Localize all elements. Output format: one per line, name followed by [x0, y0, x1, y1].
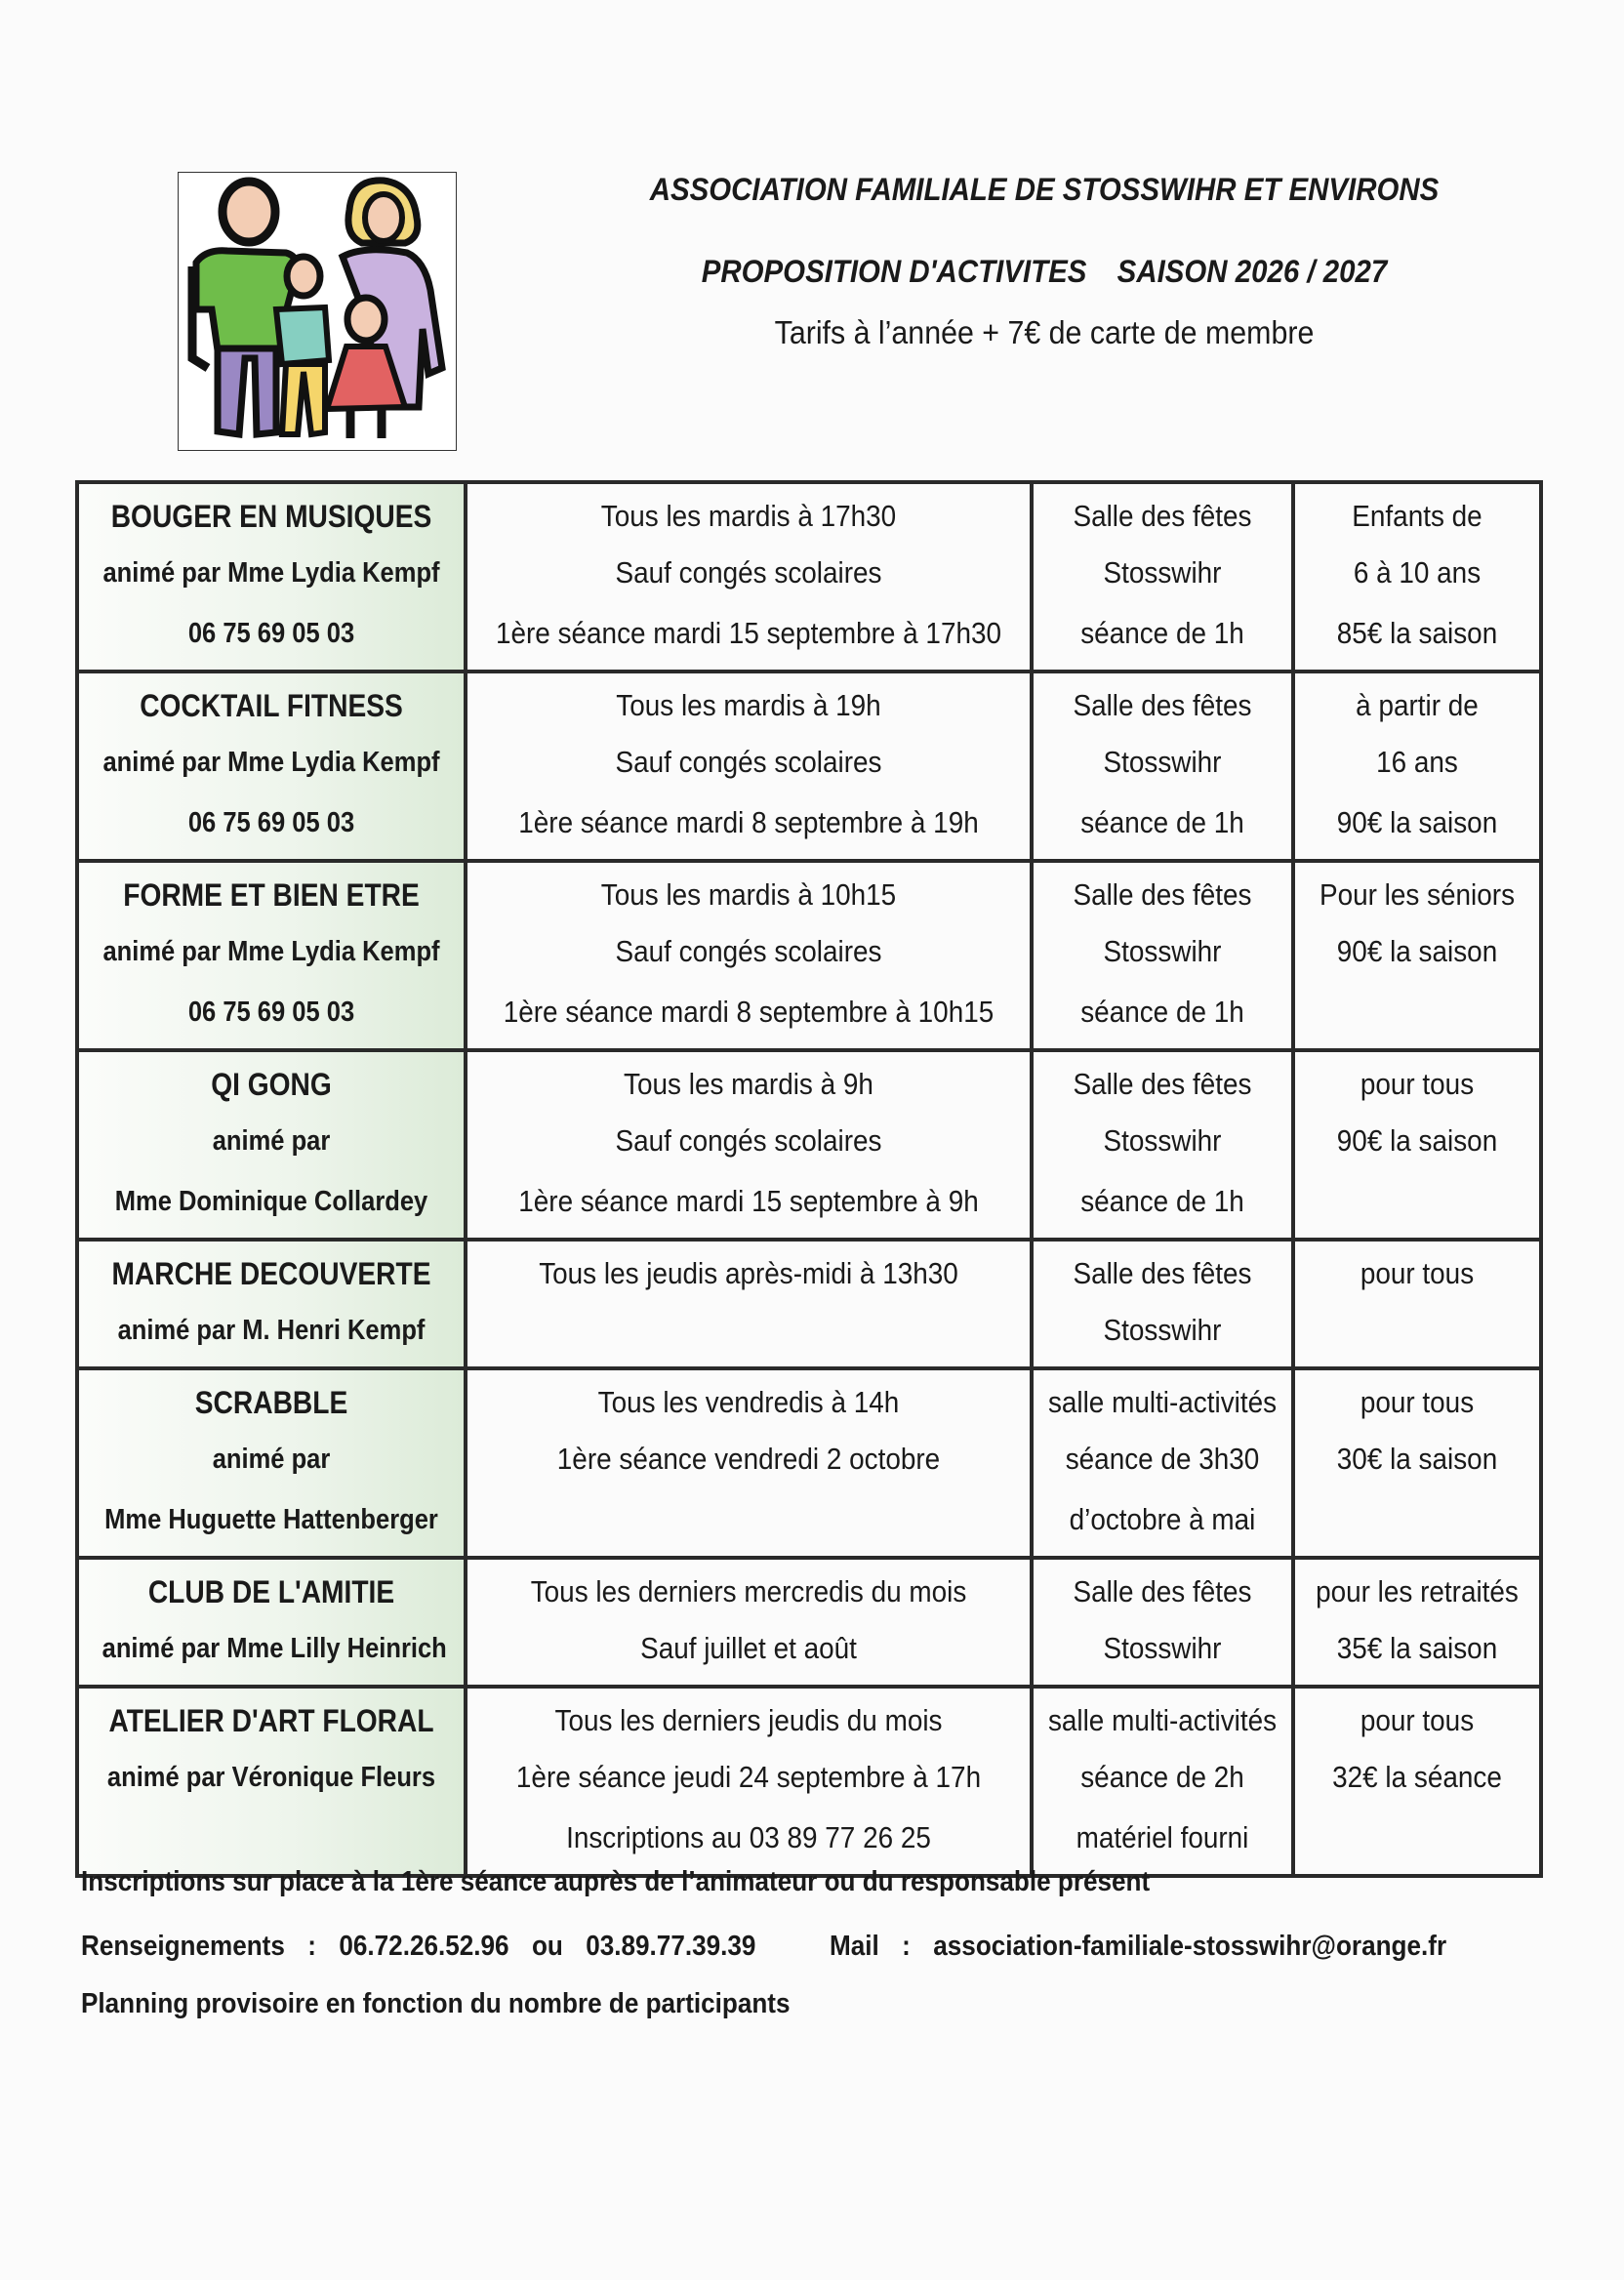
- schedule-cell: [466, 1368, 1032, 1558]
- animator-line: animé par Véronique Fleurs: [106, 1762, 436, 1793]
- phone-number-2: 03.89.77.39.39: [586, 1931, 756, 1962]
- place-line: séance de 1h: [1080, 1184, 1244, 1218]
- place-cell: [1032, 1368, 1293, 1558]
- price-cell: [1293, 1687, 1541, 1876]
- tarifs-subtitle: Tarifs à l’année + 7€ de carte de membre: [774, 314, 1315, 350]
- schedule-line: Tous les jeudis après-midi à 13h30: [539, 1256, 958, 1290]
- schedule-line: Sauf congés scolaires: [615, 555, 882, 590]
- table-row: [77, 672, 1541, 861]
- family-illustration-icon: [179, 173, 456, 450]
- schedule-line: Tous les mardis à 9h: [624, 1067, 873, 1101]
- activity-name: COCKTAIL FITNESS: [140, 688, 403, 723]
- place-line: Stosswihr: [1103, 1631, 1222, 1665]
- inscriptions-note: Inscriptions sur place à la 1ère séance auprès de l’animateur ou du responsable présent: [81, 1866, 1151, 1897]
- place-line: Salle des fêtes: [1073, 877, 1252, 912]
- schedule-cell: [466, 1558, 1032, 1687]
- animator-line: 06 75 69 05 03: [187, 618, 355, 649]
- place-line: séance de 1h: [1080, 805, 1244, 839]
- schedule-line: 1ère séance mardi 15 septembre à 9h: [518, 1184, 979, 1218]
- price-cell: [1293, 482, 1541, 672]
- animator-line: animé par Mme Lydia Kempf: [102, 747, 440, 778]
- schedule-cell: [466, 1050, 1032, 1240]
- price-line: 90€ la saison: [1336, 1123, 1498, 1158]
- schedule-line: Sauf congés scolaires: [615, 745, 882, 779]
- place-line: Salle des fêtes: [1073, 1067, 1252, 1101]
- activities-table: [75, 480, 1543, 1878]
- schedule-line: 1ère séance mardi 8 septembre à 10h15: [503, 995, 995, 1029]
- schedule-line: 1ère séance mardi 8 septembre à 19h: [518, 805, 979, 839]
- schedule-line: 1ère séance vendredi 2 octobre: [556, 1442, 941, 1476]
- renseignements-label: Renseignements: [81, 1931, 285, 1962]
- animator-line: animé par Mme Lydia Kempf: [102, 557, 440, 589]
- schedule-line: Tous les mardis à 17h30: [600, 499, 897, 533]
- animator-line: animé par: [212, 1125, 331, 1157]
- activity-name: SCRABBLE: [194, 1385, 348, 1420]
- animator-line: animé par M. Henri Kempf: [117, 1315, 426, 1346]
- season-label: SAISON 2026 / 2027: [1116, 254, 1388, 289]
- activity-cell: [77, 1558, 466, 1687]
- place-line: Stosswihr: [1103, 555, 1222, 590]
- schedule-cell: [466, 672, 1032, 861]
- place-cell: [1032, 1558, 1293, 1687]
- animator-line: animé par: [212, 1444, 331, 1475]
- colon-separator: :: [307, 1931, 316, 1962]
- place-line: séance de 1h: [1080, 616, 1244, 650]
- schedule-line: Sauf congés scolaires: [615, 934, 882, 968]
- place-line: séance de 2h: [1080, 1760, 1244, 1794]
- table-row: [77, 1240, 1541, 1368]
- phone-number-1: 06.72.26.52.96: [339, 1931, 509, 1962]
- price-cell: [1293, 861, 1541, 1050]
- proposition-title: [550, 254, 1538, 290]
- schedule-line: Tous les mardis à 10h15: [600, 877, 897, 912]
- schedule-cell: [466, 1240, 1032, 1368]
- proposition-label: PROPOSITION D'ACTIVITES: [701, 254, 1087, 289]
- schedule-line: 1ère séance mardi 15 septembre à 17h30: [495, 616, 1002, 650]
- table-row: [77, 1050, 1541, 1240]
- animator-line: Mme Huguette Hattenberger: [104, 1504, 438, 1535]
- price-line: pour les retraités: [1316, 1574, 1519, 1608]
- place-line: Salle des fêtes: [1073, 1256, 1252, 1290]
- schedule-line: 1ère séance jeudi 24 septembre à 17h: [515, 1760, 982, 1794]
- schedule-line: Tous les vendredis à 14h: [597, 1385, 900, 1419]
- price-cell: [1293, 672, 1541, 861]
- association-title: ASSOCIATION FAMILIALE DE STOSSWIHR ET ENVIRONS: [649, 172, 1440, 207]
- mail-address: association-familiale-stosswihr@orange.fr: [933, 1931, 1447, 1962]
- place-cell: [1032, 672, 1293, 861]
- place-cell: [1032, 1687, 1293, 1876]
- place-line: Salle des fêtes: [1073, 499, 1252, 533]
- price-cell: [1293, 1240, 1541, 1368]
- schedule-cell: [466, 1687, 1032, 1876]
- place-cell: [1032, 1240, 1293, 1368]
- activity-name: BOUGER EN MUSIQUES: [110, 499, 432, 534]
- table-row: [77, 1687, 1541, 1876]
- animator-line: 06 75 69 05 03: [187, 997, 355, 1028]
- place-line: Salle des fêtes: [1073, 1574, 1252, 1608]
- place-line: d’octobre à mai: [1069, 1502, 1256, 1536]
- mail-label: Mail: [829, 1931, 879, 1962]
- table-row: [77, 1368, 1541, 1558]
- activity-name: ATELIER D'ART FLORAL: [108, 1703, 434, 1738]
- place-cell: [1032, 861, 1293, 1050]
- schedule-line: Inscriptions au 03 89 77 26 25: [566, 1820, 931, 1854]
- activity-cell: [77, 672, 466, 861]
- price-line: 90€ la saison: [1336, 934, 1498, 968]
- animator-line: 06 75 69 05 03: [187, 807, 355, 838]
- planning-note: Planning provisoire en fonction du nombre de participants: [81, 1988, 791, 2019]
- animator-line: animé par Mme Lydia Kempf: [102, 936, 440, 967]
- price-line: 32€ la séance: [1332, 1760, 1502, 1794]
- price-line: 90€ la saison: [1336, 805, 1498, 839]
- activity-cell: [77, 1240, 466, 1368]
- place-line: Stosswihr: [1103, 934, 1222, 968]
- colon-separator: :: [902, 1931, 911, 1962]
- activity-name: CLUB DE L'AMITIE: [147, 1574, 395, 1609]
- schedule-line: Tous les derniers jeudis du mois: [554, 1703, 943, 1737]
- activity-name: QI GONG: [211, 1067, 332, 1102]
- place-line: matériel fourni: [1076, 1820, 1249, 1854]
- price-cell: [1293, 1050, 1541, 1240]
- activity-name: MARCHE DECOUVERTE: [111, 1256, 431, 1291]
- place-line: séance de 3h30: [1065, 1442, 1260, 1476]
- price-line: 35€ la saison: [1336, 1631, 1498, 1665]
- place-line: salle multi-activités: [1047, 1385, 1278, 1419]
- place-line: Stosswihr: [1103, 1123, 1222, 1158]
- table-row: [77, 1558, 1541, 1687]
- schedule-line: Tous les mardis à 19h: [616, 688, 881, 722]
- place-cell: [1032, 482, 1293, 672]
- price-line: 16 ans: [1376, 745, 1458, 779]
- place-line: Stosswihr: [1103, 1313, 1222, 1347]
- activity-cell: [77, 1050, 466, 1240]
- schedule-cell: [466, 482, 1032, 672]
- price-line: 6 à 10 ans: [1353, 555, 1482, 590]
- place-line: séance de 1h: [1080, 995, 1244, 1029]
- price-line: Pour les séniors: [1319, 877, 1516, 912]
- activity-name: FORME ET BIEN ETRE: [123, 877, 420, 913]
- price-line: pour tous: [1360, 1256, 1475, 1290]
- animator-line: Mme Dominique Collardey: [114, 1186, 428, 1217]
- price-line: 85€ la saison: [1336, 616, 1498, 650]
- table-row: [77, 861, 1541, 1050]
- activity-cell: [77, 1368, 466, 1558]
- price-cell: [1293, 1368, 1541, 1558]
- price-line: pour tous: [1360, 1703, 1475, 1737]
- place-line: salle multi-activités: [1047, 1703, 1278, 1737]
- price-line: à partir de: [1356, 688, 1479, 722]
- activity-cell: [77, 1687, 466, 1876]
- price-line: pour tous: [1360, 1385, 1475, 1419]
- price-line: Enfants de: [1352, 499, 1482, 533]
- family-logo: [178, 172, 457, 451]
- place-cell: [1032, 1050, 1293, 1240]
- schedule-cell: [466, 861, 1032, 1050]
- or-text: ou: [531, 1931, 563, 1962]
- animator-line: animé par Mme Lilly Heinrich: [102, 1633, 447, 1664]
- activity-cell: [77, 861, 466, 1050]
- table-row: [77, 482, 1541, 672]
- schedule-line: Sauf congés scolaires: [615, 1123, 882, 1158]
- schedule-line: Sauf juillet et août: [640, 1631, 857, 1665]
- place-line: Salle des fêtes: [1073, 688, 1252, 722]
- activity-cell: [77, 482, 466, 672]
- schedule-line: Tous les derniers mercredis du mois: [530, 1574, 967, 1608]
- price-cell: [1293, 1558, 1541, 1687]
- place-line: Stosswihr: [1103, 745, 1222, 779]
- price-line: pour tous: [1360, 1067, 1475, 1101]
- price-line: 30€ la saison: [1336, 1442, 1498, 1476]
- renseignements-line: [81, 1931, 1446, 1963]
